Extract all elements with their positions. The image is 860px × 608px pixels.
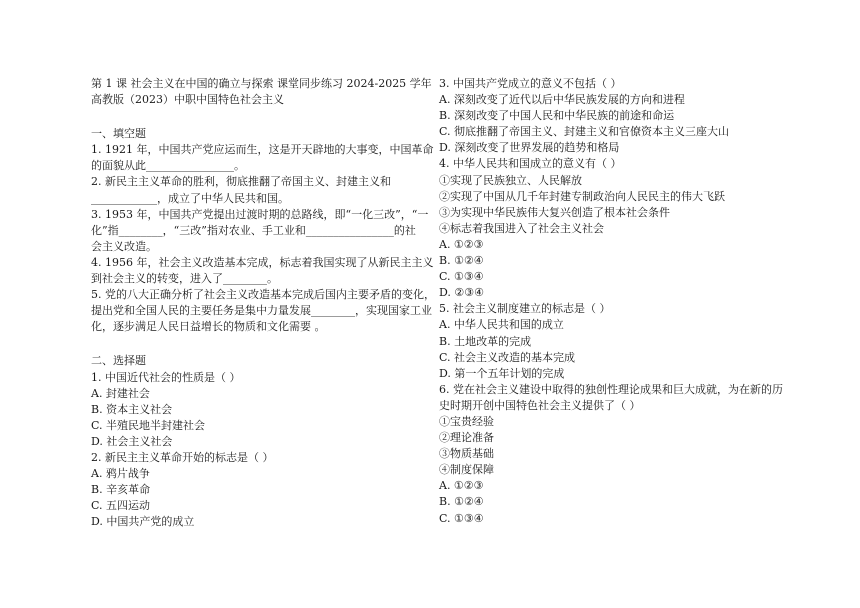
statement-line: ④标志着我国进入了社会主义社会: [439, 221, 604, 235]
option-line: B. 资本主义社会: [91, 402, 173, 416]
statement-line: ④制度保障: [439, 463, 494, 477]
statement-line: ③为实现中华民族伟大复兴创造了根本社会条件: [439, 205, 670, 219]
option-line: D. 深刻改变了世界发展的趋势和格局: [439, 141, 620, 155]
fill-blank-line: 的面貌从此________________。: [91, 159, 245, 173]
option-line: A. 深刻改变了近代以后中华民族发展的方向和进程: [439, 93, 685, 107]
option-line: D. 第一个五年计划的完成: [439, 366, 565, 380]
statement-line: ①宝贵经验: [439, 414, 494, 428]
option-line: B. 土地改革的完成: [439, 334, 532, 348]
statement-line: ①实现了民族独立、人民解放: [439, 173, 582, 187]
option-line: C. ①③④: [439, 270, 484, 284]
fill-blank-line: 5. 党的八大正确分析了社会主义改造基本完成后国内主要矛盾的变化，: [91, 288, 435, 302]
option-line: B. 深刻改变了中国人民和中华民族的前途和命运: [439, 109, 675, 123]
option-line: A. ①②③: [439, 479, 484, 493]
option-line: B. ①②④: [439, 254, 484, 268]
statement-line: ②实现了中国从几千年封建专制政治向人民民主的伟大飞跃: [439, 189, 725, 203]
option-line: A. 封建社会: [91, 386, 150, 400]
question-line: 4. 中华人民共和国成立的意义有（ ）: [439, 157, 622, 171]
question-line: 6. 党在社会主义建设中取得的独创性理论成果和巨大成就，为在新的历: [439, 382, 783, 396]
fill-blank-line: 化，逐步满足人民日益增长的物质和文化需要 。: [91, 320, 326, 334]
option-line: C. 五四运动: [91, 499, 151, 513]
fill-blank-line: 3. 1953 年，中国共产党提出过渡时期的总路线，即“一化三改”，“一: [91, 207, 429, 221]
option-line: C. ①③④: [439, 511, 484, 525]
option-line: B. 辛亥革命: [91, 483, 151, 497]
option-line: A. 鸦片战争: [91, 467, 150, 481]
fill-blank-line: ____________，成立了中华人民共和国。: [91, 191, 289, 205]
statement-line: ③物质基础: [439, 447, 494, 461]
left-column: [91, 76, 435, 530]
fill-blank-line: 2. 新民主主义革命的胜利，彻底推翻了帝国主义、封建主义和: [91, 175, 391, 189]
statement-line: ②理论准备: [439, 431, 494, 445]
question-line: 5. 社会主义制度建立的标志是（ ）: [439, 302, 611, 316]
document-title-line-2: 高教版（2023）中职中国特色社会主义: [91, 93, 284, 107]
right-column: [439, 76, 783, 527]
fill-blank-line: 到社会主义的转变，进入了________。: [91, 272, 278, 286]
fill-blank-line: 1. 1921 年，中国共产党应运而生，这是开天辟地的大事变，中国革命: [91, 143, 434, 157]
option-line: A. 中华人民共和国的成立: [439, 318, 564, 332]
option-line: C. 彻底推翻了帝国主义、封建主义和官僚资本主义三座大山: [439, 125, 730, 139]
option-line: C. 社会主义改造的基本完成: [439, 350, 576, 364]
fill-blank-line: 化”指________，“三改”指对农业、手工业和________________的社: [91, 223, 416, 237]
question-line: 1. 中国近代社会的性质是（ ）: [91, 370, 241, 384]
section-heading-multiple-choice: 二、选择题: [91, 354, 146, 368]
option-line: C. 半殖民地半封建社会: [91, 418, 206, 432]
option-line: B. ①②④: [439, 495, 484, 509]
option-line: A. ①②③: [439, 237, 484, 251]
option-line: D. 社会主义社会: [91, 434, 173, 448]
question-line: 3. 中国共产党成立的意义不包括（ ）: [439, 77, 622, 90]
option-line: D. ②③④: [439, 286, 485, 300]
question-line: 史时期开创中国特色社会主义提供了（ ）: [439, 398, 641, 412]
document-title-line-1: 第 1 课 社会主义在中国的确立与探索 课堂同步练习 2024-2025 学年: [91, 77, 432, 90]
fill-blank-line: 会主义改造。: [91, 239, 157, 253]
fill-blank-line: 提出党和全国人民的主要任务是集中力量发展________，实现国家工业: [91, 304, 432, 318]
question-line: 2. 新民主主义革命开始的标志是（ ）: [91, 450, 274, 464]
option-line: D. 中国共产党的成立: [91, 515, 195, 529]
fill-blank-line: 4. 1956 年，社会主义改造基本完成，标志着我国实现了从新民主主义: [91, 255, 434, 269]
section-heading-fill-blank: 一、填空题: [91, 127, 146, 141]
